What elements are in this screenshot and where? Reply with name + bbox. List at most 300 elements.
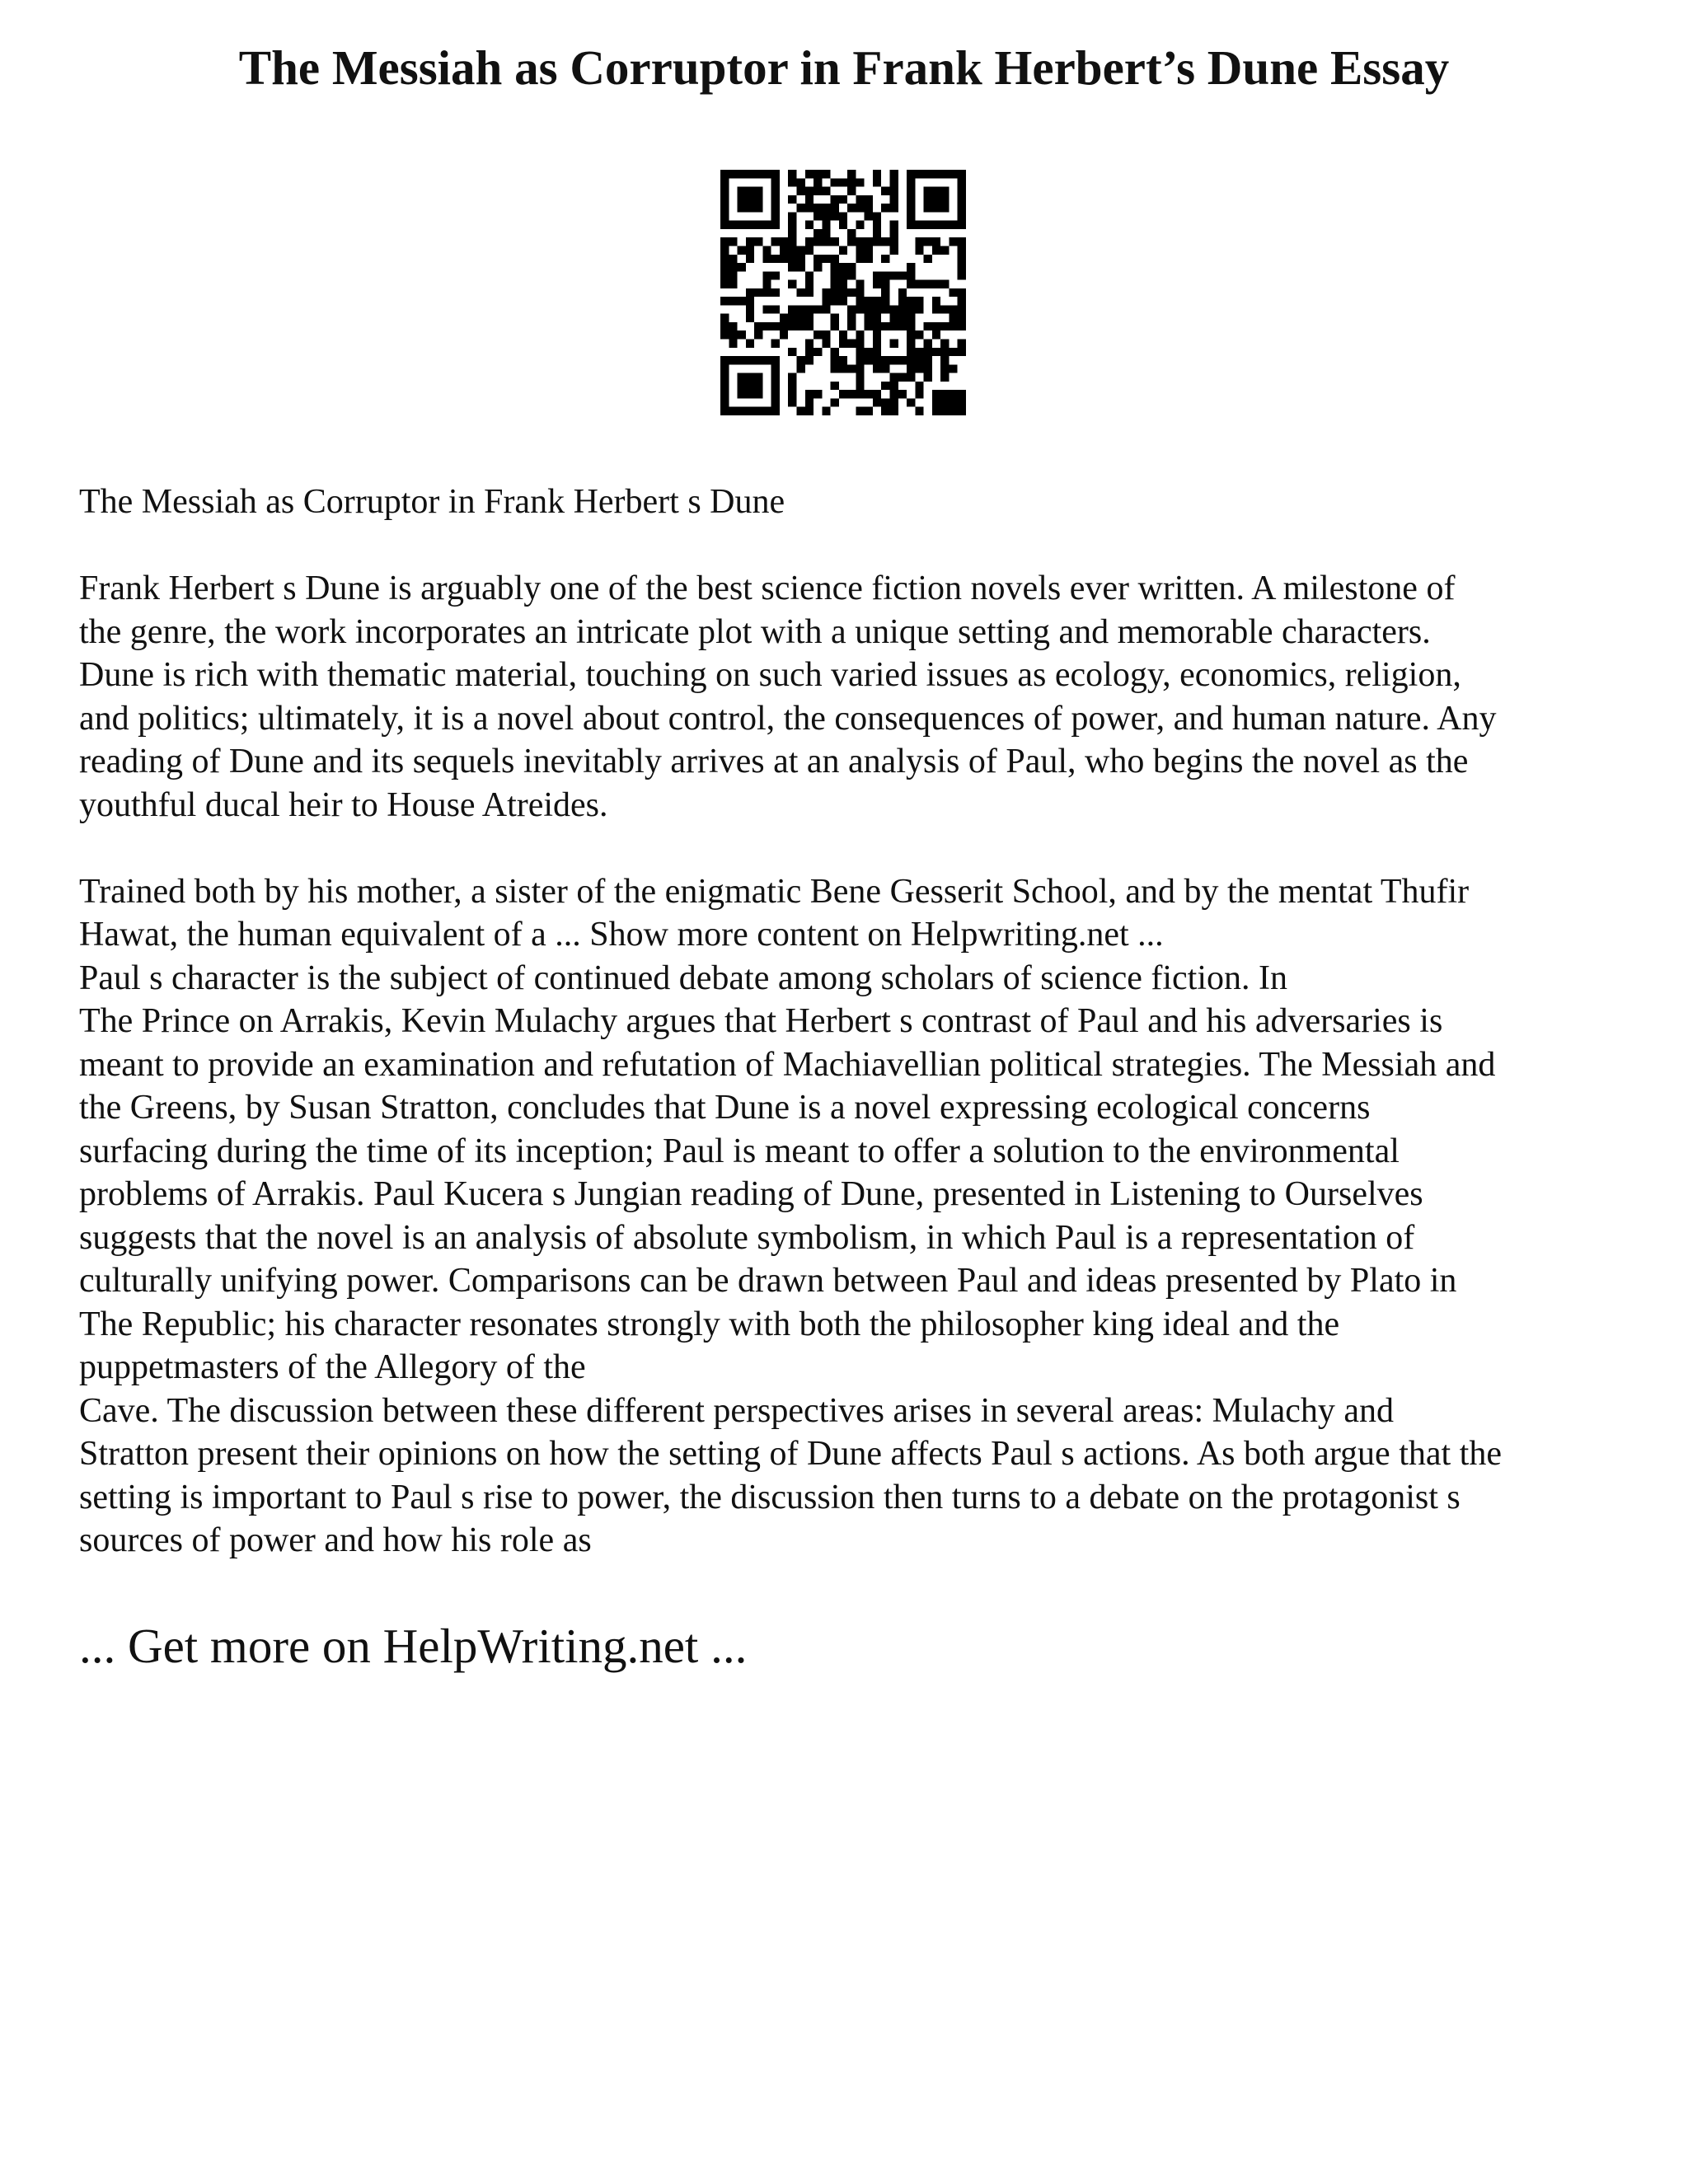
qr-module [822,340,830,348]
qr-module [873,348,881,356]
qr-module [805,271,814,279]
qr-module [831,263,839,271]
qr-module [856,364,864,373]
qr-module [881,364,889,373]
qr-module [720,178,729,186]
qr-module [839,263,847,271]
qr-module [822,330,830,339]
qr-module [796,178,804,186]
qr-module [865,322,873,330]
qr-module [856,305,864,313]
qr-module [805,170,814,178]
qr-module [847,170,856,178]
qr-module [873,212,881,220]
qr-module [898,305,907,313]
qr-module [814,263,822,271]
qr-module [856,373,864,382]
qr-module [839,364,847,373]
qr-module [729,330,737,339]
qr-module [788,390,796,398]
qr-module [762,288,771,297]
qr-module [805,280,814,288]
qr-module [788,229,796,237]
qr-module [814,187,822,195]
text-line: culturally unifying power. Comparisons can be drawn between Paul and ideas presented by Plato in [79,1262,1457,1300]
qr-module [746,221,754,229]
qr-module [932,297,940,305]
qr-module [754,407,762,415]
qr-module [940,407,949,415]
qr-module [788,195,796,204]
qr-module [780,237,788,246]
qr-module [865,246,873,254]
qr-module [738,204,746,212]
qr-module [924,237,932,246]
qr-module [865,356,873,364]
qr-module [831,382,839,390]
qr-module [805,398,814,406]
qr-module [958,297,966,305]
qr-module [958,390,966,398]
qr-module [839,178,847,186]
qr-module [856,178,864,186]
qr-module [881,187,889,195]
qr-module [771,212,780,220]
qr-module [949,398,957,406]
qr-module [746,305,754,313]
qr-module [881,407,889,415]
qr-module [958,195,966,204]
qr-module [839,280,847,288]
qr-module [839,288,847,297]
qr-module [805,195,814,204]
qr-module [958,212,966,220]
qr-module [738,373,746,382]
qr-module [831,255,839,263]
qr-module [796,204,804,212]
text-line: Dune is rich with thematic material, touching on such varied issues as ecology, economics, religion, [79,656,1461,694]
qr-module [856,330,864,339]
qr-module [754,170,762,178]
qr-module [890,195,898,204]
qr-module [788,382,796,390]
qr-module [729,322,737,330]
qr-module [907,305,915,313]
qr-module [932,187,940,195]
qr-module [949,390,957,398]
qr-module [771,187,780,195]
qr-module [958,178,966,186]
qr-module [873,178,881,186]
qr-module [796,356,804,364]
qr-module [780,322,788,330]
qr-module [958,237,966,246]
qr-module [865,237,873,246]
qr-module [890,340,898,348]
qr-module [839,390,847,398]
qr-module [746,195,754,204]
qr-module [856,221,864,229]
qr-module [839,271,847,279]
qr-module [831,348,839,356]
qr-module [949,314,957,322]
document-title: The Messiah as Corruptor in Frank Herbert’s Dune Essay [238,40,1450,95]
qr-module [831,204,839,212]
qr-module [940,356,949,364]
qr-module [805,356,814,364]
qr-module [856,255,864,263]
qr-module [796,314,804,322]
qr-module [762,221,771,229]
qr-module [771,305,780,313]
qr-module [890,398,898,406]
qr-module [771,237,780,246]
qr-module [788,373,796,382]
qr-module [924,255,932,263]
qr-module [771,382,780,390]
qr-module [729,263,737,271]
qr-module [907,204,915,212]
qr-module [847,314,856,322]
qr-module [847,187,856,195]
qr-module [890,305,898,313]
text-line: meant to provide an examination and refutation of Machiavellian political strategies. The Messiah and [79,1045,1496,1084]
qr-module [890,373,898,382]
qr-module [822,297,830,305]
qr-module [958,204,966,212]
qr-module [720,398,729,406]
qr-module [881,398,889,406]
qr-module [805,314,814,322]
qr-module [907,195,915,204]
qr-module [771,221,780,229]
qr-module [915,246,923,254]
qr-code-icon [720,170,966,415]
qr-module [805,322,814,330]
text-line: problems of Arrakis. Paul Kucera s Jungian reading of Dune, presented in Listening to Ourselves [79,1175,1423,1213]
qr-module [873,322,881,330]
qr-module [805,407,814,415]
qr-module [788,314,796,322]
qr-module [847,340,856,348]
qr-module [738,297,746,305]
qr-module [746,246,754,254]
qr-module [890,271,898,279]
qr-module [839,195,847,204]
qr-module [788,170,796,178]
qr-module [958,407,966,415]
qr-module [788,280,796,288]
qr-module [958,305,966,313]
qr-module [822,305,830,313]
qr-module [898,288,907,297]
qr-module [898,314,907,322]
qr-module [729,255,737,263]
qr-module [788,255,796,263]
qr-module [873,330,881,339]
qr-module [873,221,881,229]
qr-module [788,398,796,406]
qr-module [958,340,966,348]
qr-module [746,390,754,398]
qr-module [940,322,949,330]
qr-module [746,407,754,415]
qr-module [932,195,940,204]
qr-module [856,237,864,246]
qr-module [839,221,847,229]
qr-module [831,322,839,330]
qr-module [847,364,856,373]
qr-module [754,195,762,204]
qr-module [890,407,898,415]
qr-module [754,330,762,339]
qr-module [831,314,839,322]
qr-module [754,373,762,382]
qr-module [720,407,729,415]
qr-module [958,314,966,322]
qr-module [865,305,873,313]
qr-module [831,356,839,364]
qr-module [932,170,940,178]
qr-module [720,373,729,382]
qr-module [831,297,839,305]
qr-module [780,330,788,339]
qr-module [788,322,796,330]
qr-module [831,280,839,288]
qr-module [729,237,737,246]
qr-module [958,348,966,356]
qr-module [720,187,729,195]
qr-module [958,263,966,271]
qr-module [847,178,856,186]
qr-module [762,407,771,415]
qr-module [940,398,949,406]
qr-module [915,382,923,390]
qr-module [788,246,796,254]
qr-module [738,170,746,178]
qr-module [958,322,966,330]
qr-module [873,314,881,322]
qr-module [865,314,873,322]
qr-module [940,204,949,212]
qr-module [898,322,907,330]
qr-module [932,204,940,212]
document-body [79,480,1629,1563]
qr-module [771,322,780,330]
qr-module [720,390,729,398]
qr-module [873,229,881,237]
qr-module [720,221,729,229]
qr-module [907,348,915,356]
qr-module [762,322,771,330]
qr-module [762,280,771,288]
qr-module [932,280,940,288]
qr-module [720,364,729,373]
qr-module [805,288,814,297]
qr-module [949,322,957,330]
qr-module [771,255,780,263]
qr-module [771,373,780,382]
qr-module [890,246,898,254]
qr-module [754,187,762,195]
paragraph-analysis [79,870,1629,1563]
qr-module [746,170,754,178]
qr-module [814,170,822,178]
qr-module [788,263,796,271]
qr-module [907,356,915,364]
qr-module [898,297,907,305]
qr-module [771,195,780,204]
qr-module [738,407,746,415]
qr-module [915,170,923,178]
qr-module [746,356,754,364]
qr-module [907,170,915,178]
qr-module [796,255,804,263]
qr-module [940,187,949,195]
qr-module [796,305,804,313]
qr-module [949,288,957,297]
qr-module [720,237,729,246]
qr-module [814,348,822,356]
qr-module [738,390,746,398]
qr-module [831,398,839,406]
qr-module [746,297,754,305]
qr-module [924,195,932,204]
qr-module [839,356,847,364]
qr-module [873,280,881,288]
qr-module [762,356,771,364]
qr-module [865,255,873,263]
get-more-link[interactable]: ... Get more on HelpWriting.net ... [79,1619,748,1673]
qr-module [780,246,788,254]
qr-module [847,229,856,237]
text-line: Hawat, the human equivalent of a ... Show more content on Helpwriting.net ... [79,916,1164,954]
qr-module [796,246,804,254]
qr-module [788,221,796,229]
qr-module [932,322,940,330]
text-line: the genre, the work incorporates an intricate plot with a unique setting and memorable characters. [79,612,1431,651]
qr-module [873,297,881,305]
qr-module [924,364,932,373]
qr-module [940,390,949,398]
qr-module [924,322,932,330]
qr-module [881,382,889,390]
qr-module [949,348,957,356]
qr-module [746,187,754,195]
qr-module [924,280,932,288]
qr-module [958,288,966,297]
qr-module [958,271,966,279]
qr-module [814,229,822,237]
qr-module [958,398,966,406]
qr-module [805,390,814,398]
qr-module [915,305,923,313]
qr-module [814,204,822,212]
qr-module [856,407,864,415]
qr-module [890,237,898,246]
qr-module [720,330,729,339]
qr-module [873,271,881,279]
qr-module [847,288,856,297]
qr-module [814,305,822,313]
qr-module [814,237,822,246]
qr-module [915,407,923,415]
text-line: Cave. The discussion between these different perspectives arises in several areas: Mulachy and [79,1391,1395,1430]
qr-module [746,373,754,382]
qr-module [890,221,898,229]
qr-module [949,237,957,246]
qr-module [873,356,881,364]
qr-module [822,204,830,212]
qr-module [949,305,957,313]
qr-module [847,271,856,279]
qr-module [907,330,915,339]
qr-module [940,348,949,356]
qr-module [839,246,847,254]
qr-module [780,255,788,263]
qr-module [915,364,923,373]
qr-module [856,382,864,390]
qr-module [788,237,796,246]
qr-module [940,305,949,313]
qr-module [856,297,864,305]
qr-module [915,221,923,229]
qr-module [814,178,822,186]
qr-module [822,255,830,263]
qr-module [890,356,898,364]
qr-module [814,330,822,339]
qr-module [940,170,949,178]
qr-module [814,255,822,263]
qr-module [771,271,780,279]
qr-module [890,382,898,390]
qr-module [873,237,881,246]
qr-module [907,212,915,220]
qr-module [771,178,780,186]
qr-module [754,356,762,364]
text-line: The Prince on Arrakis, Kevin Mulachy argues that Herbert s contrast of Paul and his adversaries is [79,1002,1443,1040]
qr-module [720,170,729,178]
qr-module [720,356,729,364]
qr-module [822,407,830,415]
qr-module [738,263,746,271]
qr-module [958,255,966,263]
qr-module [720,382,729,390]
qr-module [915,237,923,246]
qr-module [907,373,915,382]
text-line: puppetmasters of the Allegory of the [79,1348,586,1386]
qr-module [746,204,754,212]
qr-module [890,170,898,178]
qr-module [932,330,940,339]
qr-module [796,288,804,297]
qr-module [847,390,856,398]
qr-module [924,373,932,382]
qr-module [881,255,889,263]
qr-module [729,221,737,229]
qr-module [754,237,762,246]
qr-module [940,195,949,204]
qr-module [754,390,762,398]
qr-module [822,237,830,246]
qr-module [720,255,729,263]
qr-module [720,204,729,212]
qr-module [831,271,839,279]
qr-module [890,187,898,195]
qr-module [746,340,754,348]
qr-module [738,187,746,195]
qr-module [814,390,822,398]
